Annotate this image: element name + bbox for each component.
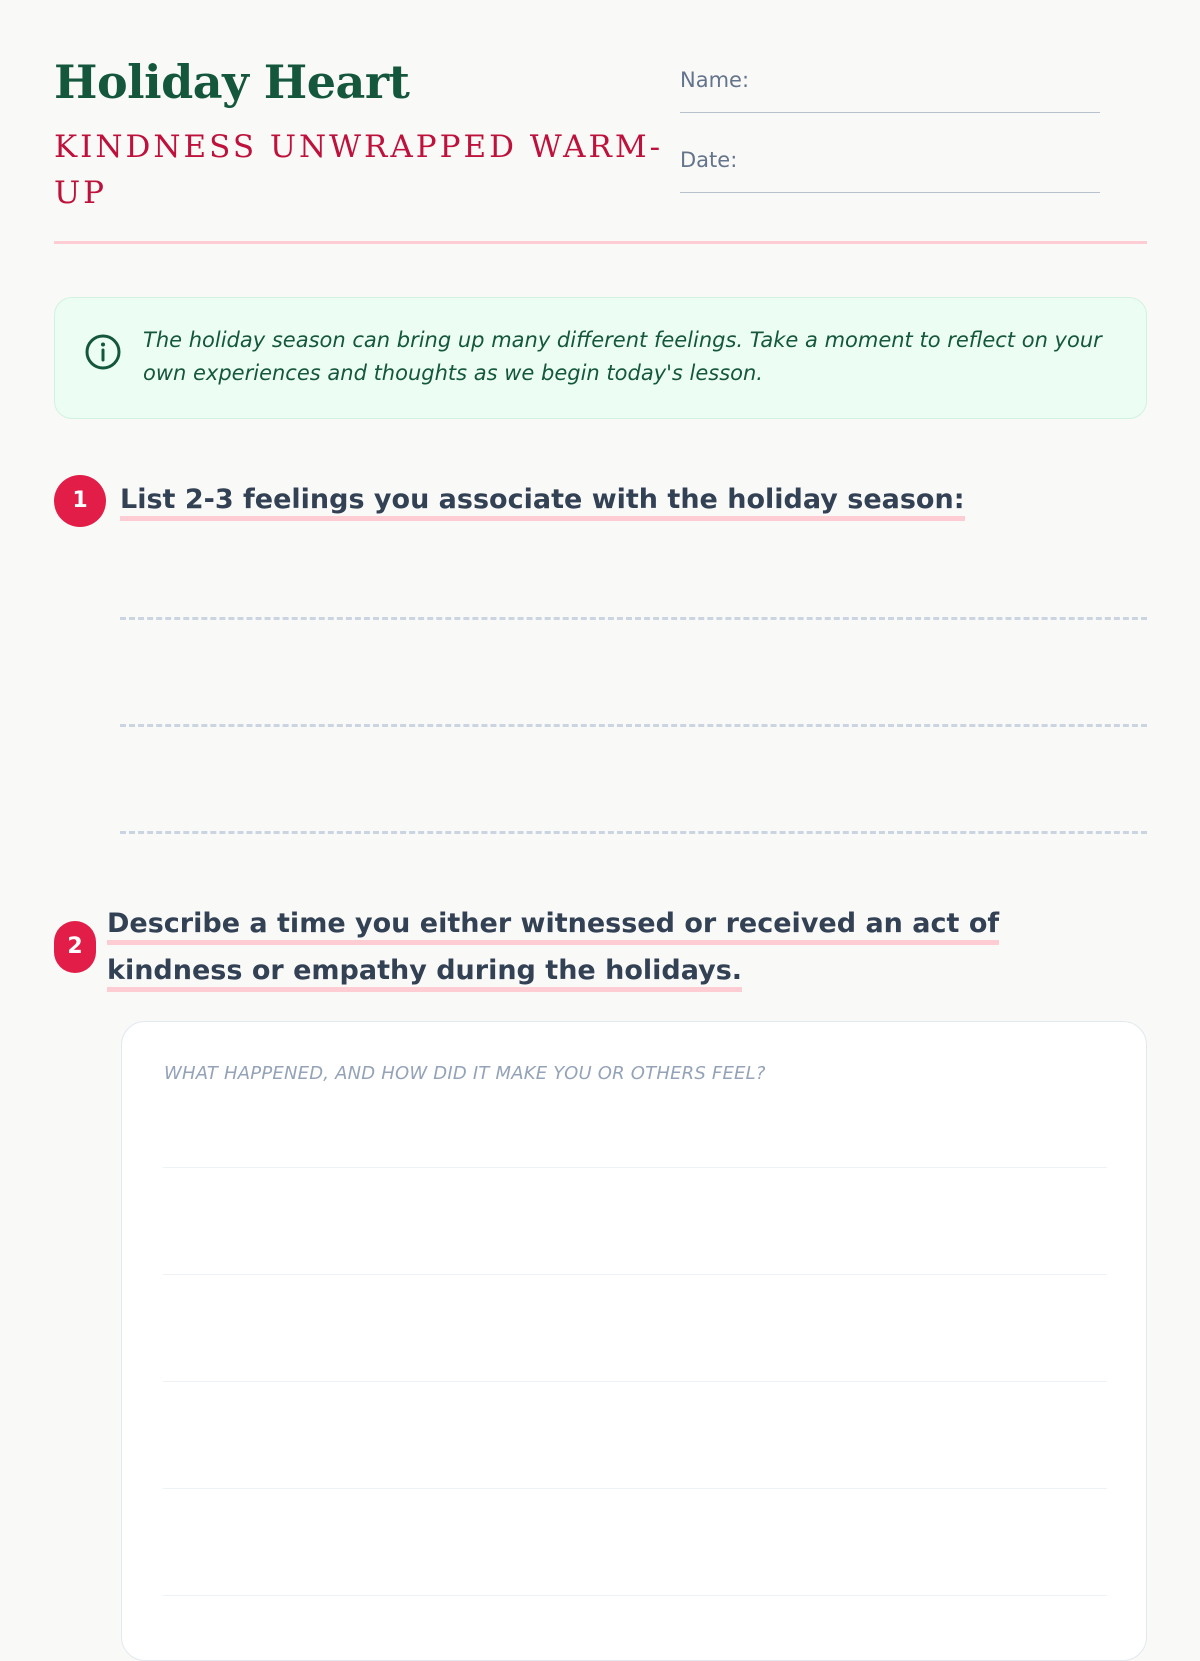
answer-line-2[interactable] <box>120 724 1147 727</box>
date-label: Date: <box>680 148 738 172</box>
name-row <box>680 66 1120 146</box>
info-circle-icon <box>83 332 123 372</box>
name-label: Name: <box>680 68 750 92</box>
answer-line-1[interactable] <box>120 617 1147 620</box>
question-2-number-badge: 2 <box>54 921 96 973</box>
question-1-text <box>120 476 1150 523</box>
question-1-number-badge: 1 <box>54 475 106 527</box>
page-title: Holiday Heart <box>54 55 410 109</box>
student-info <box>680 66 1120 226</box>
date-field[interactable] <box>680 192 1100 193</box>
date-row <box>680 146 1120 226</box>
writing-line-4 <box>163 1488 1107 1489</box>
writing-line-3 <box>163 1381 1107 1382</box>
writing-line-1 <box>163 1167 1107 1168</box>
question-2-text <box>107 900 1117 994</box>
info-box <box>54 297 1147 419</box>
info-text: The holiday season can bring up many different feelings. Take a moment to reflect on your own experiences and thoughts as we begin today's lesson. <box>143 328 1102 385</box>
answer-line-3[interactable] <box>120 831 1147 834</box>
writing-line-2 <box>163 1274 1107 1275</box>
worksheet-header <box>54 52 1147 244</box>
writing-line-5 <box>163 1595 1107 1596</box>
answer-prompt: WHAT HAPPENED, AND HOW DID IT MAKE YOU OR OTHERS FEEL? <box>164 1063 766 1084</box>
page-subtitle: KINDNESS UNWRAPPED WARM-UP <box>54 129 664 211</box>
name-field[interactable] <box>680 112 1100 113</box>
question-1-label: List 2-3 feelings you associate with the holiday season: <box>120 484 965 521</box>
answer-box[interactable] <box>121 1021 1147 1661</box>
question-2-label: Describe a time you either witnessed or received an act of kindness or empathy during the holidays. <box>107 908 999 992</box>
